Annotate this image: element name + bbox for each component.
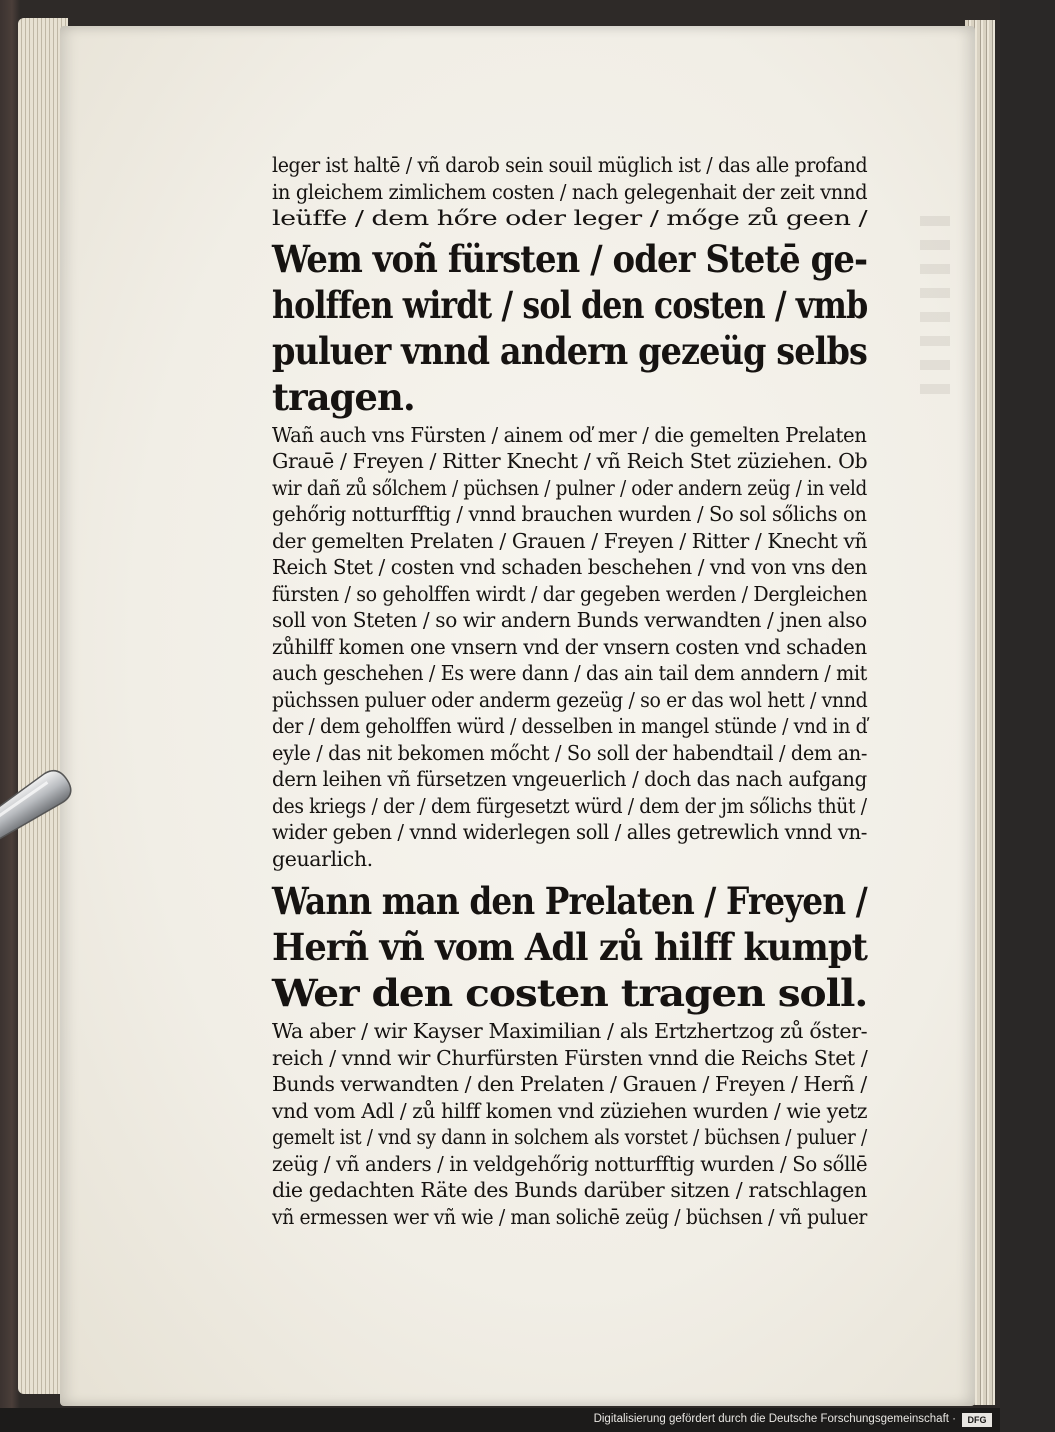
text-line: wir dañ zů sőlchem / püchsen / pulner / oder andern zeüg / in veld bbox=[272, 475, 867, 500]
bleed-through bbox=[920, 216, 950, 396]
paragraph-2 bbox=[272, 422, 867, 873]
funding-credit: Digitalisierung gefördert durch die Deutsche Forschungsgemeinschaft · bbox=[593, 1413, 956, 1425]
paragraph-3 bbox=[272, 1018, 867, 1230]
text-line: fürsten / so geholffen wirdt / dar gegeben werden / Dergleichen bbox=[272, 581, 868, 606]
heading-line: Wem voñ fürsten / oder Stetē ge- bbox=[272, 236, 868, 281]
text-line: Wañ auch vns Fürsten / ainem oď mer / die gemelten Prelaten bbox=[272, 422, 867, 447]
text-line: gehőrig notturfftig / vnnd brauchen wurden / So sol sőlichs on bbox=[272, 502, 867, 526]
heading-line: Herñ vñ vom Adl zů hilff kumpt bbox=[272, 925, 867, 969]
text-line: püchssen puluer oder anderm gezeüg / so er das wol hett / vnnd bbox=[272, 687, 868, 712]
text-line: des kriegs / der / dem fürgesetzt würd / dem der jm sőlichs thüt / bbox=[272, 793, 867, 818]
heading-line: puluer vnnd andern gezeüg selbs bbox=[272, 328, 867, 373]
text-line: dern leihen vñ fürsetzen vngeuerlich / doch das nach aufgang bbox=[272, 767, 867, 791]
text-line: der / dem geholffen würd / desselben in mangel stünde / vnd in ď bbox=[272, 714, 868, 738]
text-line: Reich Stet / costen vnd schaden beschehen / vnd von vns den bbox=[272, 555, 867, 579]
paragraph-1 bbox=[272, 152, 867, 232]
text-line: zeüg / vñ anders / in veldgehőrig notturfftig wurden / So sőllē bbox=[272, 1151, 868, 1176]
heading-line: tragen. bbox=[272, 374, 415, 419]
heading-2 bbox=[272, 878, 867, 1016]
text-line: die gedachten Räte des Bunds darüber sitzen / ratschlagen bbox=[272, 1178, 867, 1202]
text-line: Grauē / Freyen / Ritter Knecht / vñ Reich Stet züziehen. Ob bbox=[272, 449, 868, 473]
footer-bar bbox=[0, 1408, 1000, 1432]
text-line: eyle / das nit bekomen mőcht / So soll der habendtail / dem an- bbox=[272, 740, 867, 765]
text-line: leger ist haltē / vñ darob sein souil müglich ist / das alle profand bbox=[272, 153, 868, 177]
text-line: auch geschehen / Es were dann / das ain tail dem anndern / mit bbox=[272, 661, 867, 685]
text-line: reich / vnnd wir Churfürsten Fürsten vnnd die Reichs Stet / bbox=[272, 1045, 868, 1070]
text-line: gemelt ist / vnd sy dann in solchem als vorstet / büchsen / puluer / bbox=[272, 1125, 867, 1149]
text-line: Wa aber / wir Kayser Maximilian / als Ertzhertzog zů őster- bbox=[272, 1019, 868, 1043]
heading-line: Wer den costen tragen soll. bbox=[272, 971, 868, 1015]
heading-line: holffen wirdt / sol den costen / vmb bbox=[272, 282, 868, 327]
heading-line: Wann man den Prelaten / Freyen / bbox=[272, 879, 867, 923]
text-line: vnd vom Adl / zů hilff komen vnd züziehen wurden / wie yetz bbox=[272, 1098, 868, 1123]
heading-1 bbox=[272, 236, 867, 420]
text-line: geuarlich. bbox=[272, 846, 373, 871]
text-line: leüffe / dem hőre oder leger / mőge zů geen / bbox=[272, 206, 868, 230]
text-line: in gleichem zimlichem costen / nach gelegenhait der zeit vnnd bbox=[272, 179, 868, 204]
dfg-logo: DFG bbox=[962, 1413, 992, 1427]
text-line: zůhilff komen one vnsern vnd der vnsern costen vnd schaden bbox=[272, 634, 867, 659]
text-line: wider geben / vnnd widerlegen soll / alles getrewlich vnnd vn- bbox=[272, 820, 868, 844]
text-line: soll von Steten / so wir andern Bunds verwandten / jnen also bbox=[272, 608, 867, 632]
text-line: vñ ermessen wer vñ wie / man solichē zeüg / büchsen / vñ puluer bbox=[272, 1204, 868, 1229]
text-line: Bunds verwandten / den Prelaten / Grauen / Freyen / Herñ / bbox=[272, 1072, 867, 1096]
text-line: der gemelten Prelaten / Grauen / Freyen / Ritter / Knecht vñ bbox=[272, 528, 868, 553]
page-text bbox=[272, 152, 867, 1230]
